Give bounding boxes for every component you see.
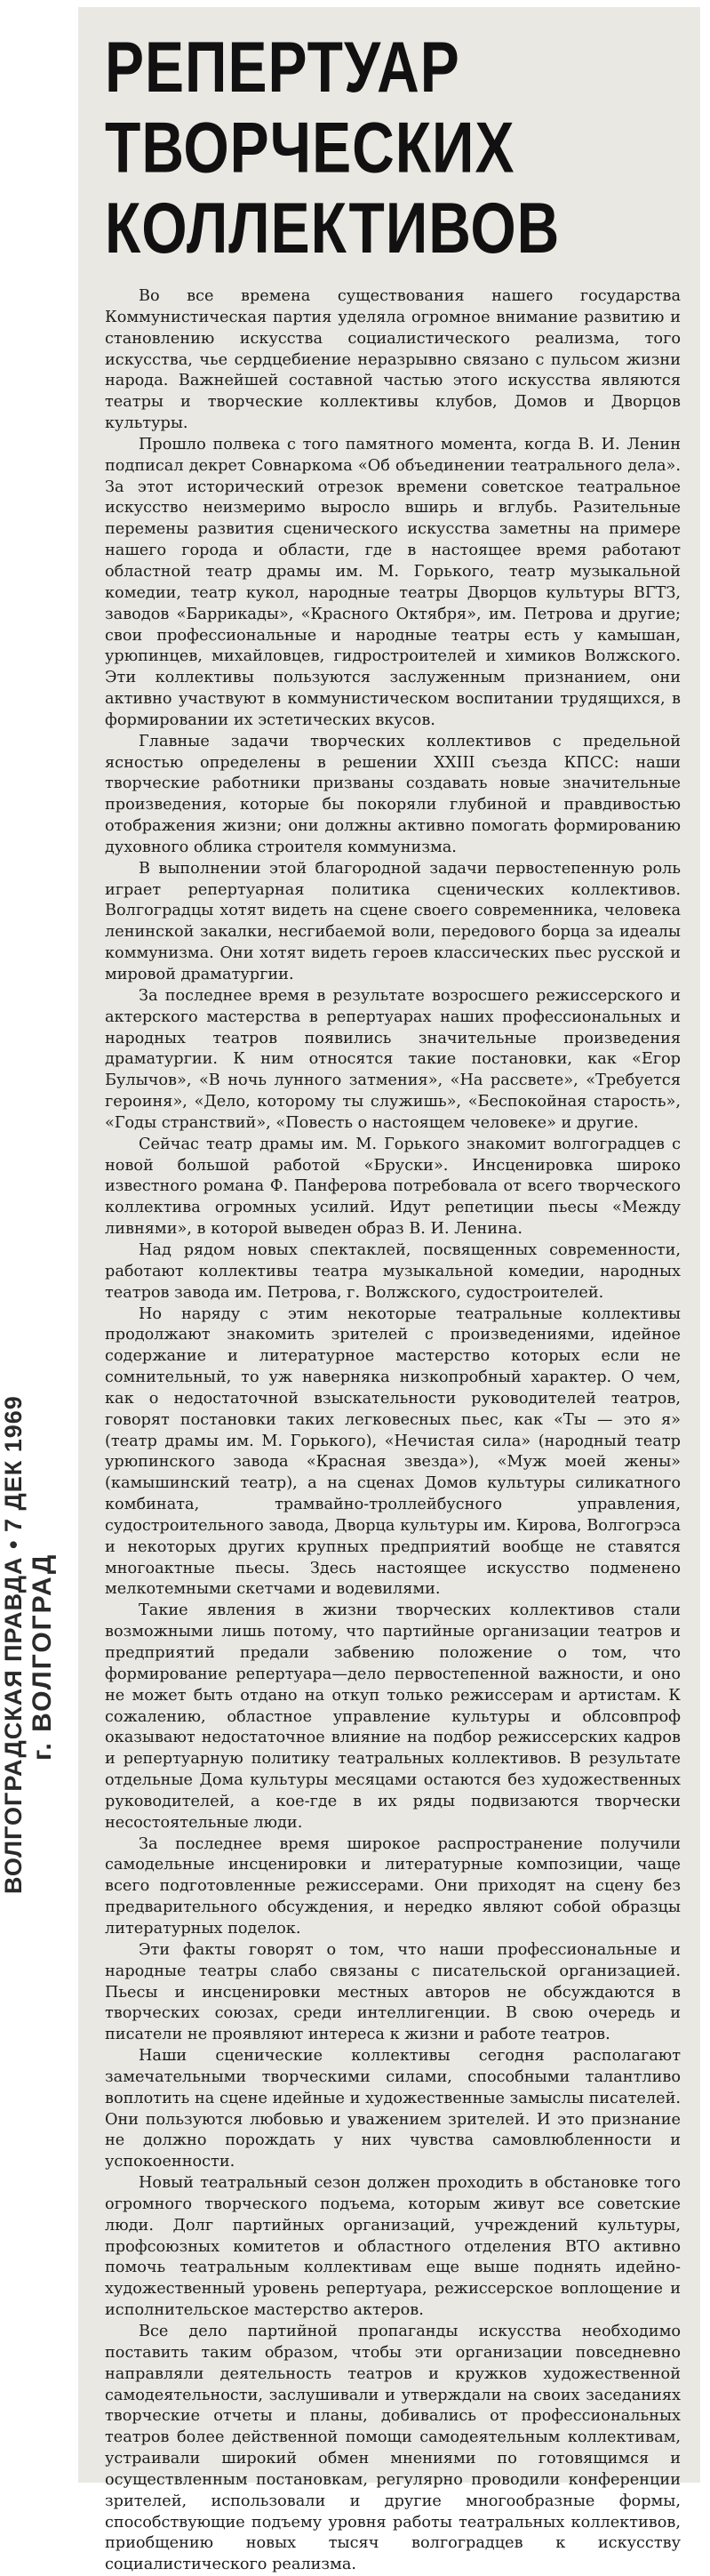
headline-line-1: РЕПЕРТУАР xyxy=(105,27,460,108)
newspaper-date-stamp xyxy=(0,1395,76,1894)
headline-line-2: ТВОРЧЕСКИХ xyxy=(105,107,515,188)
article-body xyxy=(105,286,681,2576)
article-paragraph: За последнее время широкое распространение получили самодельные инсценировки и литературные композиции, чаще всего подготовленные режиссерами. Они приходят на сцену без предварительного обсуждения, и нередко являют собой образцы литературных поделок. xyxy=(105,1834,681,1938)
article-paragraph: Во все времена существования нашего государства Коммунистическая партия уделяла огромное внимание развитию и становлению искусства социалистического реализма, того искусства, чье сердцебиение неразрывно связано с пульсом жизни народа. Важнейшей составной частью этого искусства являются театры и творческие коллективы клубов, Домов и Дворцов культуры. xyxy=(105,287,681,433)
article-paragraph: За последнее время в результате возросшего режиссерского и актерского мастерства в репертуарах наших профессиональных и народных театров появились значительные произведения драматургии. К ним относятся такие постановки, как «Егор Булычов», «В ночь лунного затмения», «На рассвете», «Требуется героиня», «Дело, которому ты служишь», «Беспокойная старость», «Годы странствий», «Повесть о настоящем человеке» и другие. xyxy=(105,986,681,1132)
stamp-newspaper-date: ВОЛГОГРАДСКАЯ ПРАВДА • 7 ДЕК 1969 xyxy=(0,1395,27,1894)
article-paragraph: Но наряду с этим некоторые театральные коллективы продолжают знакомить зрителей с произведениями, идейное содержание и литературное мастерство которых если не сомнительный, то уж наверняка низкопробный характер. О чем, как о недостаточной взыскательности руководителей театров, говорят постановки таких легковесных пьес, как «Ты — это я» (театр драмы им. М. Горького), «Нечистая сила» (народный театр урюпинского завода «Красная звезда»), «Муж моей жены» (камышинский театр), а на сценах Домов культуры силикатного комбината, трамвайно-троллейбусного управления, судостроительного завода, Дворца культуры им. Кирова, Волгогрэса и некоторых других крупных предприятий вообще не ставятся многоактные пьесы. Здесь настоящее искусство подменено мелкотемными скетчами и водевилями. xyxy=(105,1304,681,1599)
article-paragraph: Такие явления в жизни творческих коллективов стали возможными лишь потому, что партийные организации театров и предприятий предали забвению положение о том, что формирование репертуара—дело первостепенной важности, и оно не может быть отдано на откуп только режиссерам и артистам. К сожалению, областное управление культуры и облсовпроф оказывают недостаточное влияние на подбор режиссерских кадров и репертуарную политику театральных коллективов. В результате отдельные Дома культуры месяцами остаются без художественных руководителей, а кое-где в их ряды подвизаются творчески несостоятельные люди. xyxy=(105,1601,681,1832)
article-paragraph: Наши сценические коллективы сегодня располагают замечательными творческими силами, способными талантливо воплотить на сцене идейные и художественные замыслы писателей. Они пользуются любовью и уважением зрителей. И это признание не должно порождать у них чувства самовлюбленности и успокоенности. xyxy=(105,2047,681,2171)
article-paragraph: В выполнении этой благородной задачи первостепенную роль играет репертуарная политика сценических коллективов. Волгоградцы хотят видеть на сцене своего современника, человека ленинской закалки, несгибаемой воли, передового борца за идеалы коммунизма. Они хотят видеть героев классических пьес русской и мировой драматургии. xyxy=(105,859,681,983)
article-headline xyxy=(105,27,681,268)
article-paragraph: Прошло полвека с того памятного момента, когда В. И. Ленин подписал декрет Совнаркома «Об объединении театрального дела». За этот исторический отрезок времени советское театральное искусство неизмеримо выросло вширь и вглубь. Разительные перемены развития сценического искусства заметны на примере нашего города и области, где в настоящее время работают областной театр драмы им. М. Горького, театр музыкальной комедии, театр кукол, народные театры Дворцов культуры ВГТЗ, заводов «Баррикады», «Красного Октября», им. Петрова и другие; свои профессиональные и народные театры есть у камышан, урюпинцев, михайловцев, гидростроителей и химиков Волжского. Эти коллективы пользуются заслуженным признанием, они активно участвуют в коммунистическом воспитании трудящихся, в формировании их эстетических вкусов. xyxy=(105,435,681,729)
stamp-city: г. ВОЛГОГРАД xyxy=(28,1553,57,1761)
article-paragraph: Сейчас театр драмы им. М. Горького знакомит волгоградцев с новой большой работой «Бруски». Инсценировка широко известного романа Ф. Панферова потребовала от всего творческого коллектива огромных усилий. Идут репетиции пьесы «Между ливнями», в которой выведен образ В. И. Ленина. xyxy=(105,1135,681,1239)
headline-line-3: КОЛЛЕКТИВОВ xyxy=(105,187,561,268)
article-paragraph: Главные задачи творческих коллективов с предельной ясностью определены в решении XXIII съезда КПСС: наши творческие работники призваны создавать новые значительные произведения, которые бы покоряли глубиной и правдивостью отображения жизни; они должны активно помогать формированию духовного облика строителя коммунизма. xyxy=(105,732,681,856)
article-paragraph: Над рядом новых спектаклей, посвященных современности, работают коллективы театра музыкальной комедии, народных театров завода им. Петрова, г. Волжского, судостроителей. xyxy=(105,1240,681,1302)
article-paragraph: Все дело партийной пропаганды искусства необходимо поставить таким образом, чтобы эти организации повседневно направляли деятельность театров и кружков художественной самодеятельности, заслушивали и утверждали на своих заседаниях творческие отчеты и планы, добивались от профессиональных театров более действенной помощи самодеятельным коллективам, устраивали широкий обмен мнениями по готовящимся и осуществленным постановкам, регулярно проводили конференции зрителей, использовали и другие многообразные формы, способствующие подъему уровня работы театральных коллективов, приобщению новых тысяч волгоградцев к искусству социалистического реализма. xyxy=(105,2323,681,2574)
article-paragraph: Эти факты говорят о том, что наши профессиональные и народные театры слабо связаны с писательской организацией. Пьесы и инсценировки местных авторов не обсуждаются в творческих союзах, среди интеллигенции. В свою очередь и писатели не проявляют интереса к жизни и работе театров. xyxy=(105,1940,681,2044)
newspaper-clipping xyxy=(78,7,700,2574)
article-paragraph: Новый театральный сезон должен проходить в обстановке того огромного творческого подъема, которым живут все советские люди. Долг партийных организаций, учреждений культуры, профсоюзных комитетов и областного отделения ВТО активно помочь театральным коллективам еще выше поднять идейно-художественный уровень репертуара, режиссерское воплощение и исполнительское мастерство актеров. xyxy=(105,2174,681,2320)
